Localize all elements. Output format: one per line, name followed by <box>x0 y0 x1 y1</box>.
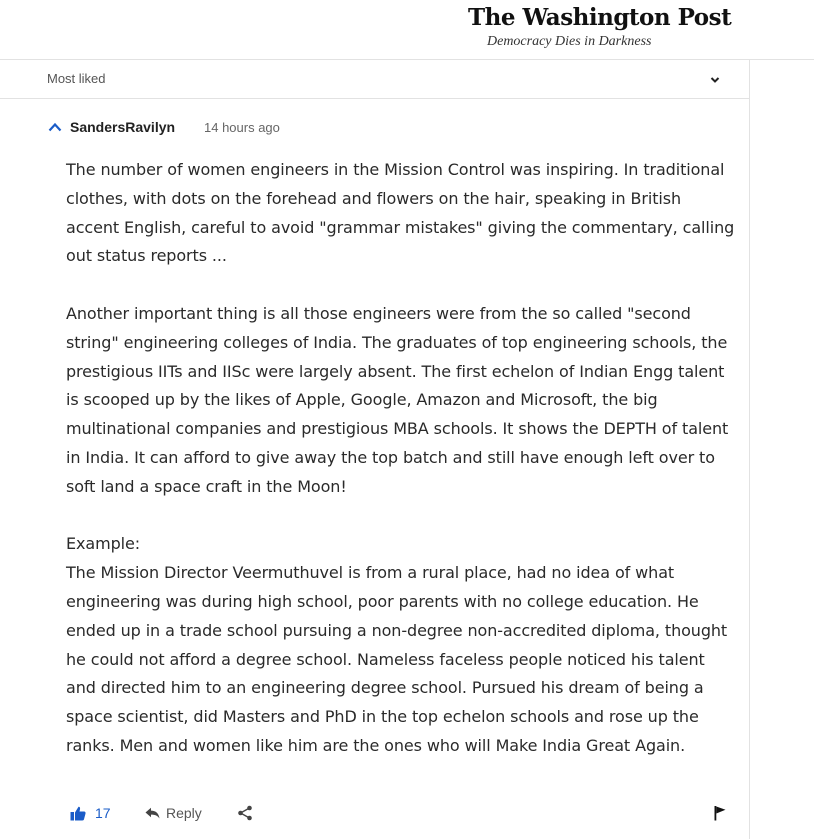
wapo-logo[interactable]: The Washington Post <box>468 4 732 31</box>
comment-author[interactable]: SandersRavilyn <box>70 119 176 135</box>
comments-panel <box>0 60 750 839</box>
like-button[interactable] <box>70 803 111 823</box>
flag-icon[interactable] <box>713 805 727 821</box>
comment-actions <box>0 799 750 827</box>
reply-label: Reply <box>166 805 202 821</box>
reply-button[interactable] <box>145 803 202 823</box>
share-icon[interactable] <box>237 805 253 821</box>
comment-paragraph: Another important thing is all those engineers were from the so called "second string" engineering colleges of India. The graduates of top engineering schools, the prestigious IITs and IISc were largely absent. The first echelon of Indian Engg talent is scooped up by the likes of Apple, Google, Amazon and Microsoft, the big multinational companies and prestigious MBA schools. It shows the DEPTH of talent in India. It can afford to give away the top batch and still have enough left over to soft land a space craft in the Moon! <box>66 303 729 496</box>
tagline: Democracy Dies in Darkness <box>487 34 652 49</box>
comment-paragraph: The number of women engineers in the Mission Control was inspiring. In traditional clothes, with dots on the forehead and flowers on the hair, speaking in British accent English, careful to avoid "grammar mistakes" giving the commentary, calling out status reports ... <box>66 160 735 266</box>
comment-body <box>66 156 738 790</box>
sort-label: Most liked <box>47 71 106 86</box>
sort-dropdown[interactable] <box>0 60 750 99</box>
chevron-up-icon[interactable] <box>47 121 63 133</box>
comment-timestamp: 14 hours ago <box>204 120 280 135</box>
comment-paragraph: The Mission Director Veermuthuvel is from a rural place, had no idea of what engineering was during high school, poor parents with no college education. He ended up in a trade school pursuing a non-degree non-accredited diploma, thought he could not afford a degree school. Nameless faceless people noticed his talent and directed him to an engineering degree school. Pursued his dream of being a space scientist, did Masters and PhD in the top echelon schools and rose up the ranks. Men and women like him are the ones who will Make India Great Again. <box>66 563 728 755</box>
like-count: 17 <box>95 805 111 821</box>
comment-paragraph: Example: <box>66 534 141 554</box>
chevron-down-icon[interactable] <box>707 72 723 88</box>
reply-arrow-icon <box>145 807 160 820</box>
masthead <box>0 0 814 60</box>
thumbs-up-icon <box>70 806 86 821</box>
